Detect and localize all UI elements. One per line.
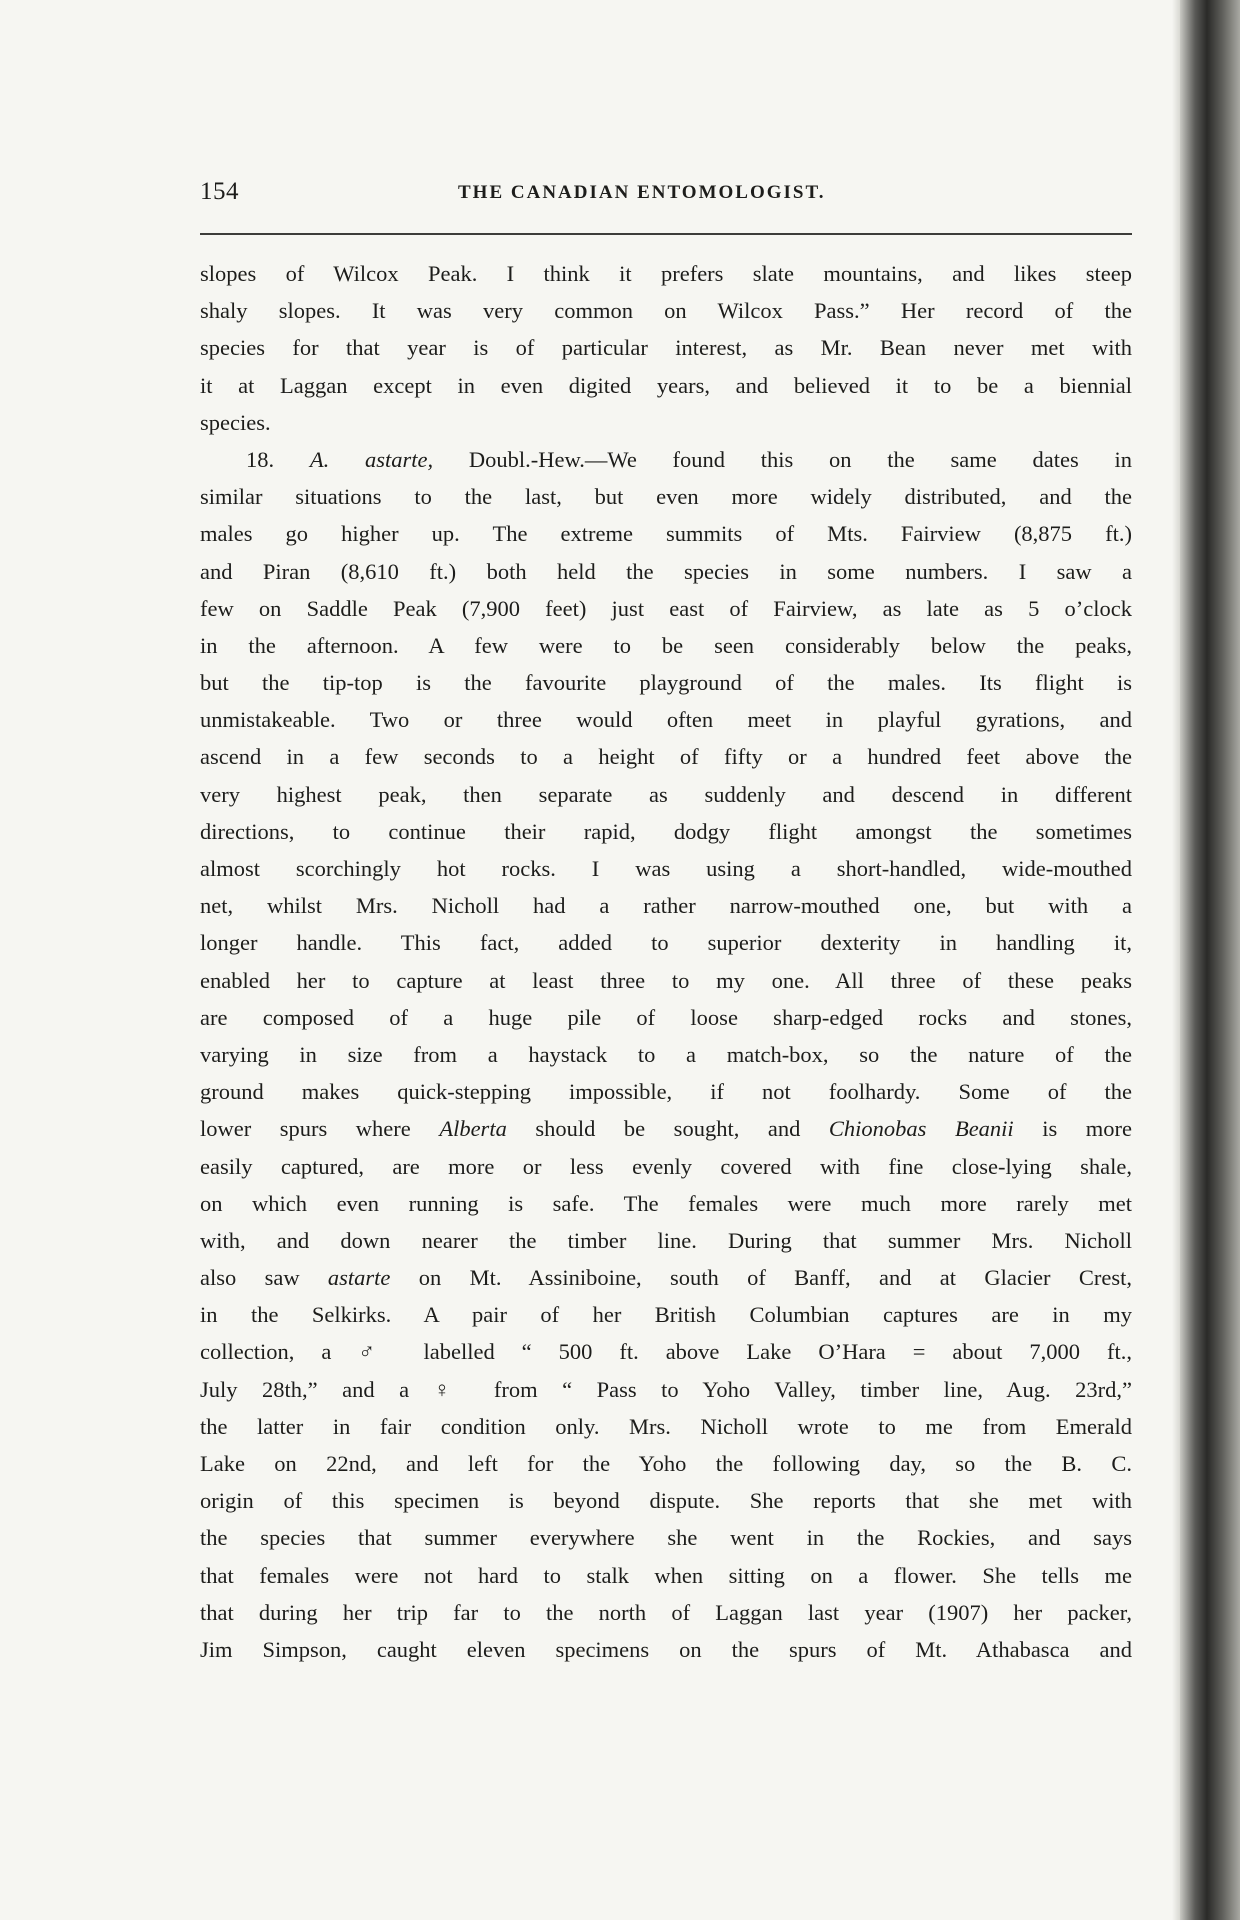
text-line — [200, 627, 1132, 664]
text-run: and Piran (8,610 ft.) both held the species in some numbers. I saw a — [200, 558, 1132, 584]
text-line — [200, 664, 1132, 701]
text-line — [200, 404, 1132, 441]
text-line — [200, 478, 1132, 515]
text-run: very highest peak, then separate as suddenly and descend in different — [200, 781, 1132, 807]
text-run: it at Laggan except in even digited years, and believed it to be a biennial — [200, 372, 1132, 398]
text-line — [200, 515, 1132, 552]
text-line — [200, 1110, 1132, 1147]
text-line — [200, 1594, 1132, 1631]
text-line — [200, 887, 1132, 924]
book-spine-edge — [1180, 0, 1240, 1920]
text-run: few on Saddle Peak (7,900 feet) just east of Fairview, as late as 5 o’clock — [200, 595, 1132, 621]
text-run: net, whilst Mrs. Nicholl had a rather narrow-mouthed one, but with a — [200, 893, 1132, 919]
text-line — [200, 999, 1132, 1036]
text-line — [200, 441, 1132, 478]
header-rule — [200, 233, 1132, 235]
text-run: directions, to continue their rapid, dodgy flight amongst the sometimes — [200, 818, 1132, 844]
text-run: species. — [200, 409, 271, 435]
text-line — [200, 850, 1132, 887]
text-run: Doubl.-Hew.—We found this on the same dates in — [433, 446, 1132, 472]
text-run: Jim Simpson, caught eleven specimens on the spurs of Mt. Athabasca and — [200, 1636, 1132, 1662]
text-line — [200, 367, 1132, 404]
text-line — [200, 292, 1132, 329]
text-run: similar situations to the last, but even more widely distributed, and the — [200, 484, 1132, 510]
text-run: easily captured, are more or less evenly covered with fine close-lying shale, — [200, 1153, 1132, 1179]
text-line — [200, 1148, 1132, 1185]
text-run: in the afternoon. A few were to be seen considerably below the peaks, — [200, 632, 1132, 658]
text-run: on which even running is safe. The females were much more rarely met — [200, 1190, 1132, 1216]
text-run: origin of this specimen is beyond dispute. She reports that she met with — [200, 1488, 1132, 1514]
text-line — [200, 776, 1132, 813]
text-line — [200, 962, 1132, 999]
page-gutter-shade — [1172, 0, 1180, 1920]
text-line — [200, 1036, 1132, 1073]
text-run: July 28th,” and a ♀ from “ Pass to Yoho Valley, timber line, Aug. 23rd,” — [200, 1376, 1132, 1402]
text-run: species for that year is of particular interest, as Mr. Bean never met with — [200, 335, 1132, 361]
text-run: males go higher up. The extreme summits of Mts. Fairview (8,875 ft.) — [200, 521, 1132, 547]
text-line — [200, 1073, 1132, 1110]
text-run: the species that summer everywhere she went in the Rockies, and says — [200, 1525, 1132, 1551]
text-run: lower spurs where — [200, 1116, 440, 1142]
text-line — [200, 738, 1132, 775]
text-line — [200, 1185, 1132, 1222]
text-run: collection, a ♂ labelled “ 500 ft. above Lake O’Hara = about 7,000 ft., — [200, 1339, 1132, 1365]
text-line — [200, 553, 1132, 590]
text-line — [200, 1408, 1132, 1445]
text-run: but the tip-top is the favourite playground of the males. Its flight is — [200, 670, 1132, 696]
text-run: in the Selkirks. A pair of her British Columbian captures are in my — [200, 1302, 1132, 1328]
text-line — [200, 1371, 1132, 1408]
text-run: ascend in a few seconds to a height of fifty or a hundred feet above the — [200, 744, 1132, 770]
italic-text: Alberta — [439, 1116, 507, 1142]
text-run: almost scorchingly hot rocks. I was using a short-handled, wide-mouthed — [200, 856, 1132, 881]
text-run: are composed of a huge pile of loose sharp-edged rocks and stones, — [200, 1004, 1132, 1030]
text-run: also saw — [200, 1265, 328, 1291]
italic-text: astarte — [327, 1265, 391, 1291]
text-run: longer handle. This fact, added to superior dexterity in handling it, — [200, 930, 1132, 956]
text-line — [200, 1519, 1132, 1556]
page-header — [200, 178, 1132, 218]
italic-text: Chionobas Beanii — [828, 1116, 1014, 1142]
text-run: with, and down nearer the timber line. During that summer Mrs. Nicholl — [200, 1227, 1132, 1253]
text-line — [200, 1445, 1132, 1482]
text-line — [200, 1222, 1132, 1259]
text-line — [200, 1296, 1132, 1333]
text-line — [200, 1482, 1132, 1519]
text-line — [200, 329, 1132, 366]
text-line — [200, 1333, 1132, 1370]
text-run: on Mt. Assiniboine, south of Banff, and at Glacier Crest, — [390, 1265, 1132, 1291]
text-run: the latter in fair condition only. Mrs. Nicholl wrote to me from Emerald — [200, 1413, 1132, 1439]
italic-text: A. astarte, — [309, 446, 434, 472]
body-text — [200, 255, 1132, 1668]
text-run: should be sought, and — [506, 1116, 829, 1142]
text-line — [200, 1557, 1132, 1594]
text-run: that during her trip far to the north of Laggan last year (1907) her packer, — [200, 1599, 1132, 1625]
running-head: THE CANADIAN ENTOMOLOGIST. — [458, 182, 826, 203]
text-run: slopes of Wilcox Peak. I think it prefers slate mountains, and likes steep — [200, 261, 1132, 286]
text-run: enabled her to capture at least three to my one. All three of these peaks — [200, 967, 1132, 993]
text-line — [200, 1259, 1132, 1296]
page-number: 154 — [200, 178, 239, 205]
text-run: unmistakeable. Two or three would often meet in playful gyrations, and — [200, 707, 1132, 733]
text-run: ground makes quick-stepping impossible, if not foolhardy. Some of the — [200, 1079, 1132, 1105]
text-line — [200, 813, 1132, 850]
text-run: varying in size from a haystack to a match-box, so the nature of the — [200, 1041, 1132, 1067]
text-run: 18. — [246, 446, 310, 472]
text-run: that females were not hard to stalk when sitting on a flower. She tells me — [200, 1562, 1132, 1588]
text-line — [200, 701, 1132, 738]
text-line — [200, 924, 1132, 961]
text-line — [200, 590, 1132, 627]
text-run: shaly slopes. It was very common on Wilcox Pass.” Her record of the — [200, 298, 1132, 324]
text-run: is more — [1013, 1116, 1132, 1142]
text-run: Lake on 22nd, and left for the Yoho the following day, so the B. C. — [200, 1451, 1132, 1476]
text-line — [200, 255, 1132, 292]
text-line — [200, 1631, 1132, 1668]
